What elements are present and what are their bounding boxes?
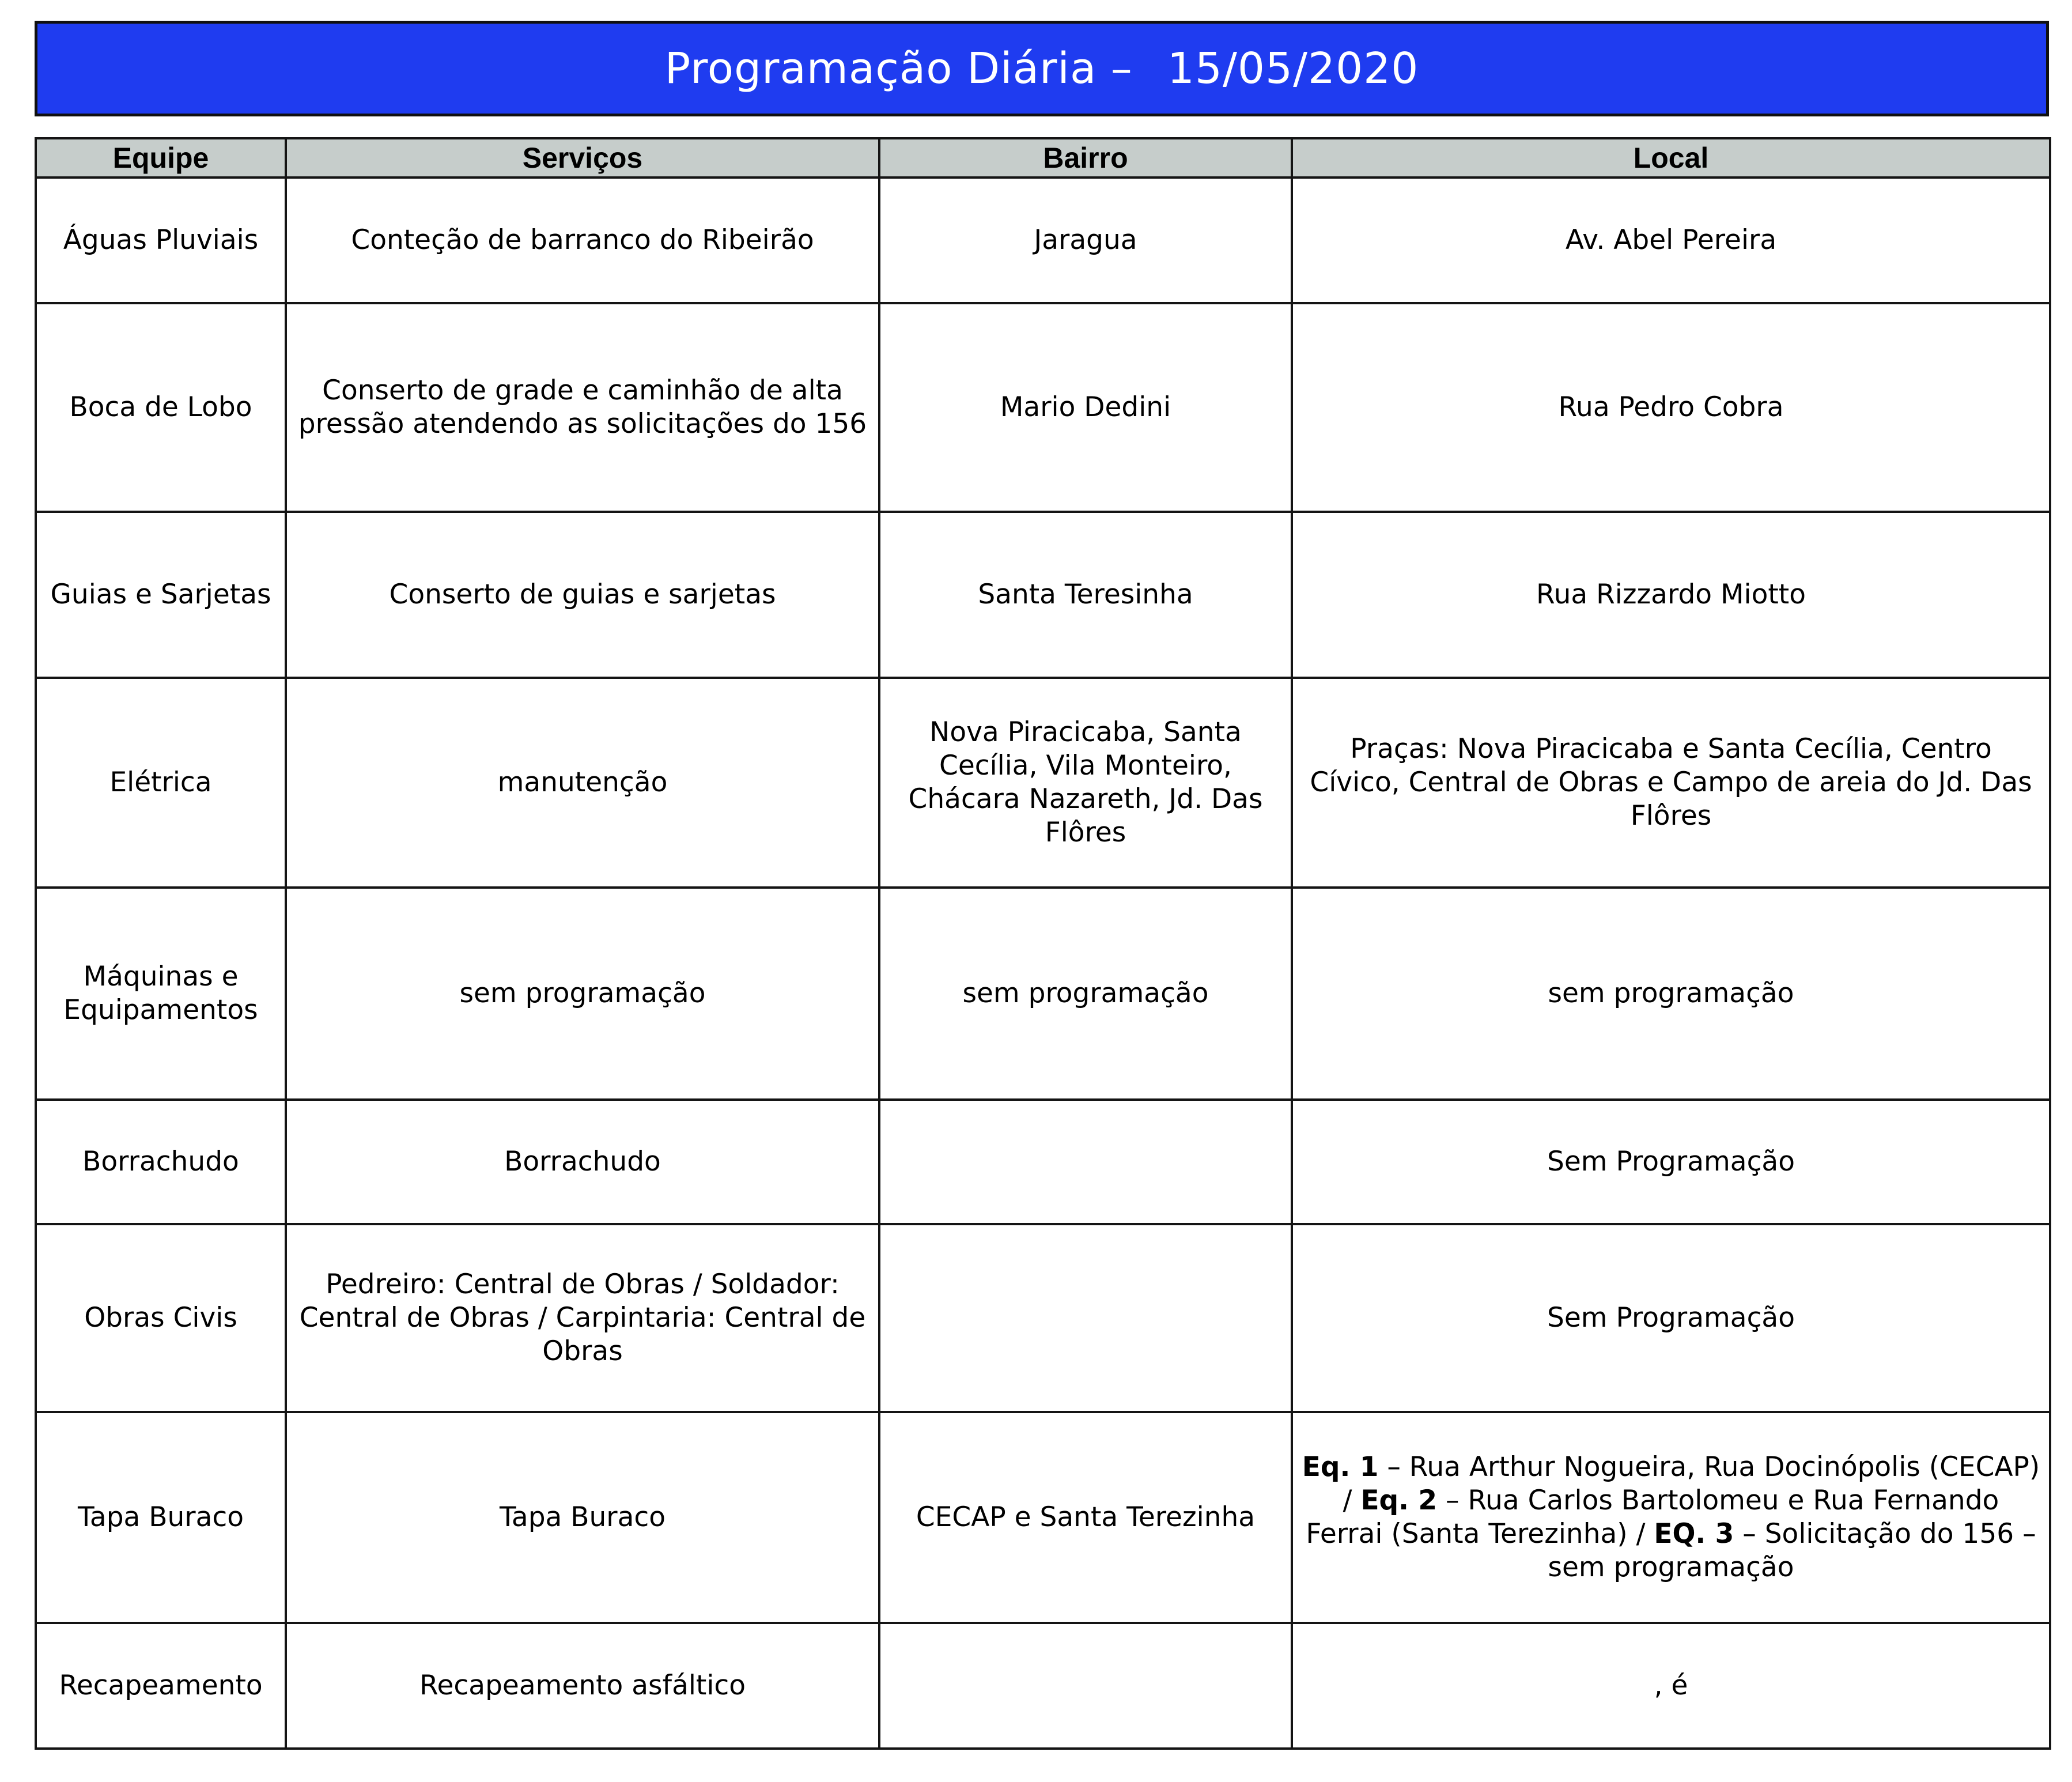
eq1-text: – Rua Arthur Nogueira, Rua Docinópolis (CECAP) / [1343, 1451, 2040, 1516]
title-label: Programação Diária – [664, 44, 1133, 93]
cell-servicos: Tapa Buraco [286, 1412, 879, 1623]
page-title [665, 44, 1419, 93]
header-equipe: Equipe [36, 138, 286, 178]
table-row [36, 1100, 2050, 1224]
table-row [36, 512, 2050, 678]
table-row [36, 303, 2050, 512]
cell-local: Sem Programação [1292, 1224, 2050, 1412]
header-bairro: Bairro [879, 138, 1292, 178]
cell-servicos: Conteção de barranco do Ribeirão [286, 178, 879, 303]
table-row [36, 1623, 2050, 1749]
cell-equipe: Elétrica [36, 678, 286, 888]
cell-local: , é [1292, 1623, 2050, 1749]
table-row [36, 178, 2050, 303]
cell-bairro [879, 1100, 1292, 1224]
cell-bairro: Santa Teresinha [879, 512, 1292, 678]
cell-local: Rua Rizzardo Miotto [1292, 512, 2050, 678]
cell-servicos: Conserto de grade e caminhão de alta pressão atendendo as solicitações do 156 [286, 303, 879, 512]
eq1-label: Eq. 1 [1302, 1451, 1379, 1483]
cell-local: Praças: Nova Piracicaba e Santa Cecília, Centro Cívico, Central de Obras e Campo de areia do Jd. Das Flôres [1292, 678, 2050, 888]
cell-servicos: Pedreiro: Central de Obras / Soldador: Central de Obras / Carpintaria: Central de Obras [286, 1224, 879, 1412]
table-row [36, 1412, 2050, 1623]
cell-equipe: Tapa Buraco [36, 1412, 286, 1623]
cell-local: Rua Pedro Cobra [1292, 303, 2050, 512]
cell-bairro: CECAP e Santa Terezinha [879, 1412, 1292, 1623]
eq3-text: – Solicitação do 156 – sem programação [1548, 1518, 2036, 1583]
title-bar [35, 21, 2049, 116]
cell-servicos: Borrachudo [286, 1100, 879, 1224]
cell-equipe: Borrachudo [36, 1100, 286, 1224]
eq2-text: – Rua Carlos Bartolomeu e Rua Fernando Ferrai (Santa Terezinha) / [1306, 1485, 1999, 1550]
schedule-table [35, 137, 2051, 1750]
cell-equipe: Máquinas e Equipamentos [36, 888, 286, 1100]
cell-local: Av. Abel Pereira [1292, 178, 2050, 303]
cell-equipe: Recapeamento [36, 1623, 286, 1749]
cell-bairro: Jaragua [879, 178, 1292, 303]
cell-servicos: sem programação [286, 888, 879, 1100]
cell-local: Sem Programação [1292, 1100, 2050, 1224]
cell-bairro [879, 1224, 1292, 1412]
cell-servicos: Recapeamento asfáltico [286, 1623, 879, 1749]
cell-equipe: Obras Civis [36, 1224, 286, 1412]
header-servicos: Serviços [286, 138, 879, 178]
eq3-label: EQ. 3 [1654, 1518, 1734, 1550]
table-row [36, 1224, 2050, 1412]
cell-equipe: Guias e Sarjetas [36, 512, 286, 678]
header-row [36, 138, 2050, 178]
cell-servicos: Conserto de guias e sarjetas [286, 512, 879, 678]
table-row [36, 888, 2050, 1100]
cell-local [1292, 1412, 2050, 1623]
eq2-label: Eq. 2 [1360, 1485, 1438, 1516]
cell-bairro [879, 1623, 1292, 1749]
cell-bairro: Nova Piracicaba, Santa Cecília, Vila Monteiro, Chácara Nazareth, Jd. Das Flôres [879, 678, 1292, 888]
cell-equipe: Águas Pluviais [36, 178, 286, 303]
cell-servicos: manutenção [286, 678, 879, 888]
table-row [36, 678, 2050, 888]
cell-bairro: Mario Dedini [879, 303, 1292, 512]
title-date: 15/05/2020 [1167, 44, 1419, 93]
cell-bairro: sem programação [879, 888, 1292, 1100]
cell-local: sem programação [1292, 888, 2050, 1100]
header-local: Local [1292, 138, 2050, 178]
cell-equipe: Boca de Lobo [36, 303, 286, 512]
